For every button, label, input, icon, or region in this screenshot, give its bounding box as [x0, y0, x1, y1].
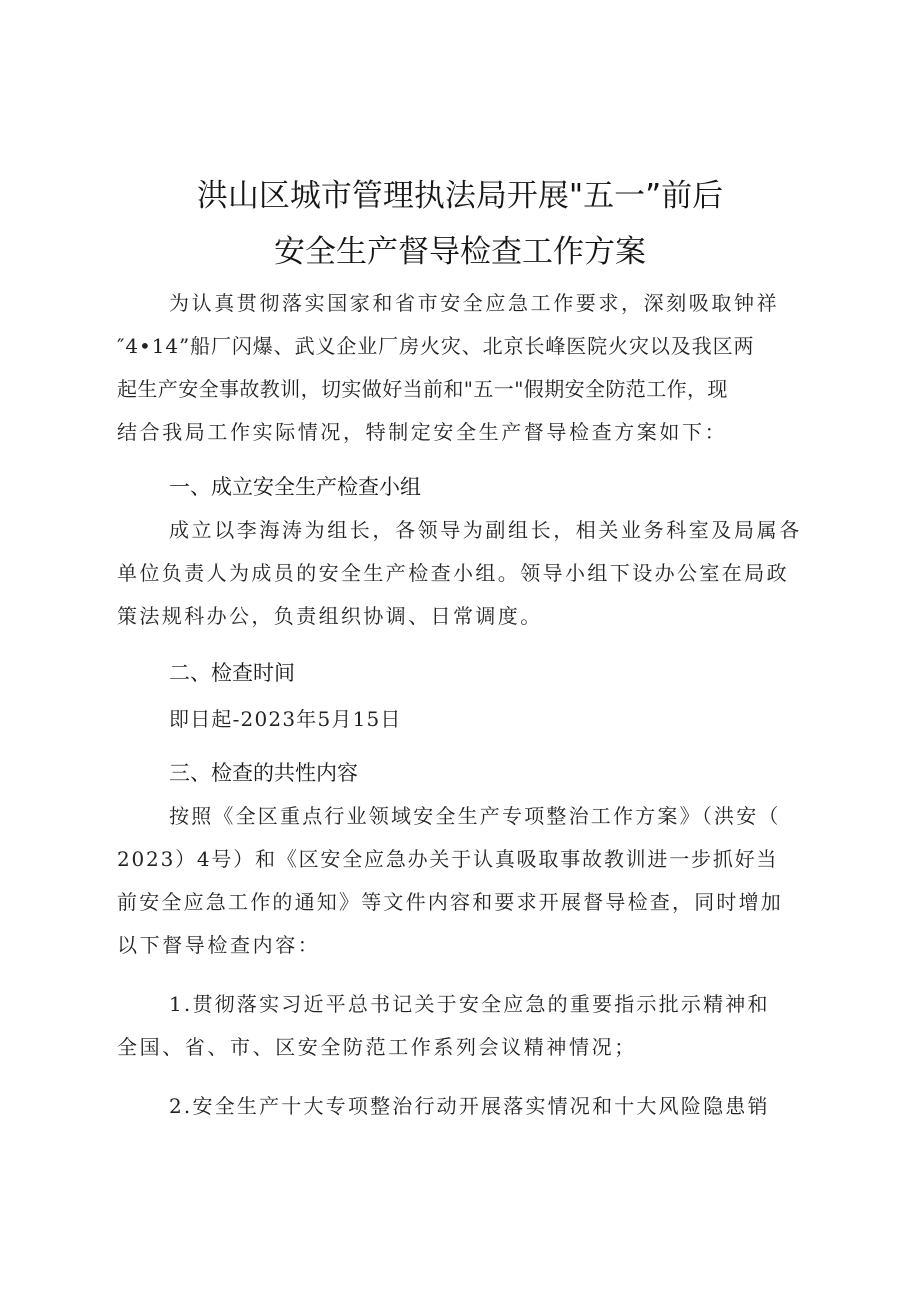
section-3-item-2-line-1: 2.安全生产十大专项整治行动开展落实情况和十大风险隐患销 — [169, 1094, 770, 1118]
section-1-line-1: 成立以李海涛为组长，各领导为副组长，相关业务科室及局属各 — [169, 518, 802, 542]
section-3-line-1: 按照《全区重点行业领域安全生产专项整治工作方案》（洪安（ — [169, 804, 781, 828]
section-3-item-1-line-2: 全国、省、市、区安全防范工作系列会议精神情况； — [117, 1035, 637, 1059]
document-title-line-2: 安全生产督导检查工作方案 — [274, 234, 646, 270]
section-3-heading: 三、检查的共性内容 — [169, 761, 358, 785]
section-2-line-1: 即日起-2023年5月15日 — [169, 707, 402, 731]
intro-line-1: 为认真贯彻落实国家和省市安全应急工作要求，深刻吸取钟祥 — [169, 291, 780, 315]
section-1-line-3: 策法规科办公，负责组织协调、日常调度。 — [117, 604, 543, 628]
section-3-line-4: 以下督导检查内容： — [117, 933, 321, 957]
section-1-heading: 一、成立安全生产检查小组 — [169, 475, 421, 499]
section-3-item-1-line-1: 1.贯彻落实习近平总书记关于安全应急的重要指示批示精神和 — [169, 992, 770, 1016]
intro-line-3: 起生产安全事故教训，切实做好当前和"五一"假期安全防范工作，现 — [117, 377, 728, 401]
intro-line-2: ″4•14”船厂闪爆、武义企业厂房火灾、北京长峰医院火灾以及我区两 — [117, 334, 755, 358]
section-1-line-2: 单位负责人为成员的安全生产检查小组。领导小组下设办公室在局政 — [117, 561, 789, 585]
section-3-line-2: 2023）4号）和《区安全应急办关于认真吸取事故教训进一步抓好当 — [117, 847, 779, 871]
document-title-line-1: 洪山区城市管理执法局开展"五一”前后 — [196, 178, 724, 214]
intro-line-4: 结合我局工作实际情况，特制定安全生产督导检查方案如下： — [117, 420, 728, 444]
section-2-heading: 二、检查时间 — [169, 661, 295, 685]
section-3-line-3: 前安全应急工作的通知》等文件内容和要求开展督导检查，同时增加 — [117, 890, 783, 914]
